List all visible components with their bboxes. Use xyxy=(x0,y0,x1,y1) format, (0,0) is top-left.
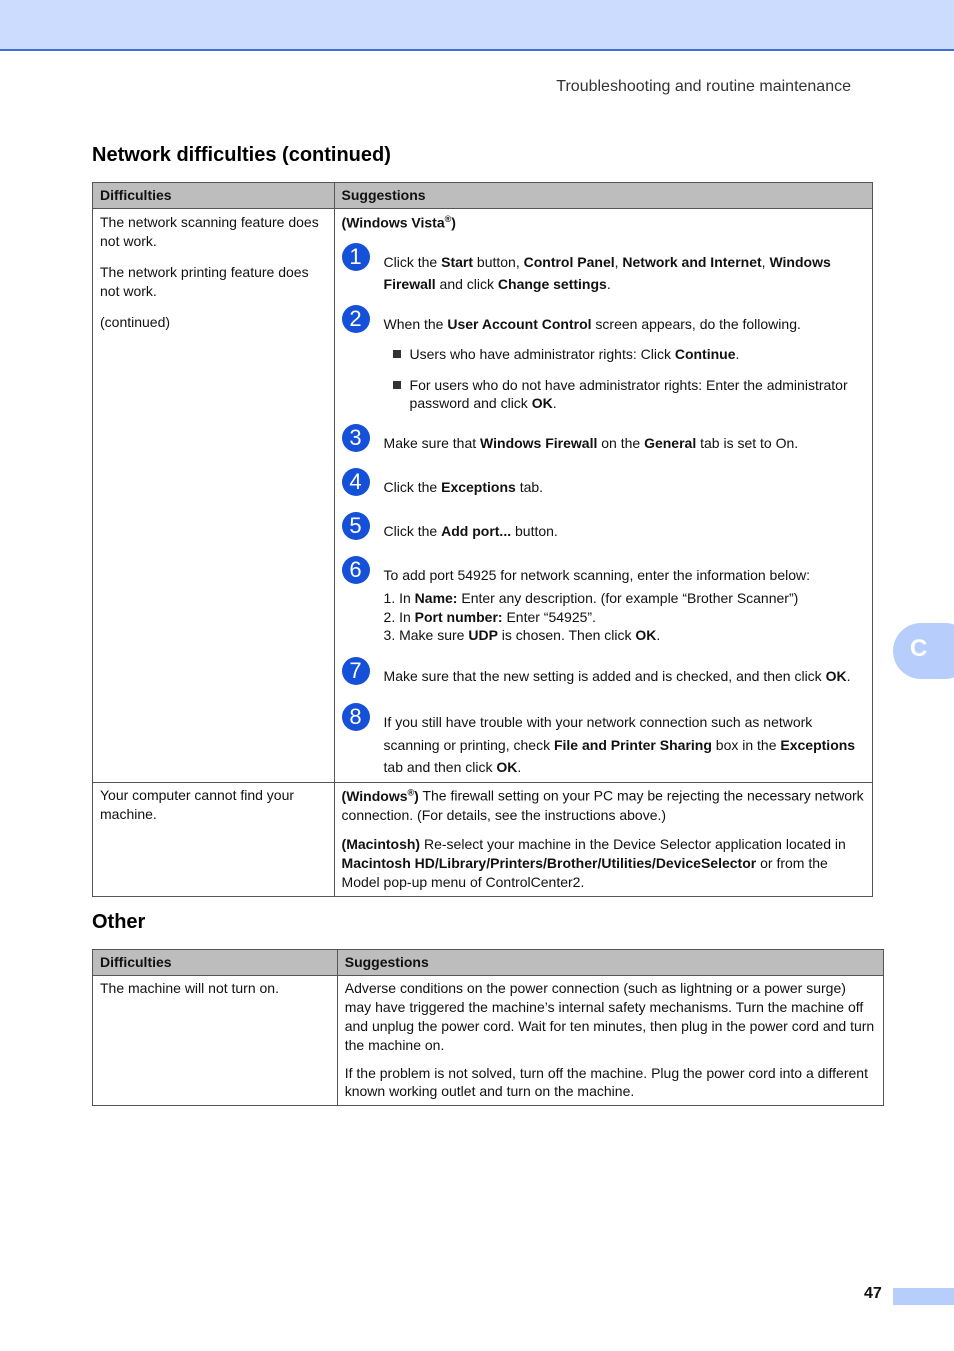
step-number-icon: 6 xyxy=(342,556,370,584)
step-text: Make sure that Windows Firewall on the General tab is set to On. xyxy=(383,435,799,452)
step-text: Click the Start button, Control Panel, Network and Internet, Windows Firewall and click Change settings. xyxy=(383,253,831,292)
step-2 xyxy=(342,306,865,412)
step-6 xyxy=(342,557,865,645)
list-item: 2. In Port number: Enter “54925”. xyxy=(383,608,596,625)
port-substeps xyxy=(384,589,865,646)
step-text: Make sure that the new setting is added and is checked, and then click OK. xyxy=(383,668,851,685)
step-3 xyxy=(342,425,865,458)
suggestion-cell xyxy=(334,783,872,896)
square-bullet-icon xyxy=(393,381,401,389)
step-number-icon: 4 xyxy=(342,468,370,496)
difficulty-cell xyxy=(93,976,338,1106)
suggestion-text: Adverse conditions on the power connection (such as lightning or a power surge) may have triggered the machine’s internal safety mechanisms. Turn the machine off and unplug the power cord. Wait for ten minutes, then plug in the power cord and turn the machine on. xyxy=(344,980,875,1053)
col-header-suggestions: Suggestions xyxy=(337,950,883,976)
step-number-icon: 3 xyxy=(342,424,370,452)
running-header: Troubleshooting and routine maintenance xyxy=(556,78,851,95)
page-number: 47 xyxy=(864,1285,882,1302)
continued-note: (continued) xyxy=(100,313,171,330)
suggestion-cell xyxy=(334,209,872,783)
other-difficulties-table xyxy=(92,949,884,1106)
table-row xyxy=(93,976,884,1106)
step-8 xyxy=(342,704,865,778)
top-banner xyxy=(0,0,954,51)
section-title-network: Network difficulties (continued) xyxy=(92,144,391,166)
step-5 xyxy=(342,513,865,546)
table-row xyxy=(93,209,873,783)
chapter-tab xyxy=(893,623,954,679)
os-label-windows-vista: (Windows Vista®) xyxy=(341,214,456,231)
col-header-suggestions: Suggestions xyxy=(334,183,872,209)
table-header-row xyxy=(93,950,884,976)
step-text: Click the Add port... button. xyxy=(383,523,558,540)
list-item: For users who do not have administrator rights: Enter the administrator password and click OK. xyxy=(342,377,865,412)
difficulty-text: The network printing feature does not work. xyxy=(100,263,309,299)
step-text: When the User Account Control screen appears, do the following. xyxy=(383,316,801,333)
step-text: If you still have trouble with your network connection such as network scanning or printing, check File and Printer Sharing box in the Exceptions tab and then click OK. xyxy=(383,714,856,776)
table-header-row xyxy=(93,183,873,209)
list-item: Users who have administrator rights: Click Continue. xyxy=(342,346,865,364)
list-item: 3. Make sure UDP is chosen. Then click OK. xyxy=(383,627,661,644)
col-header-difficulties: Difficulties xyxy=(93,950,338,976)
suggestion-text: If the problem is not solved, turn off the machine. Plug the power cord into a different known working outlet and turn on the machine. xyxy=(344,1064,868,1100)
col-header-difficulties: Difficulties xyxy=(93,183,335,209)
step-number-icon: 5 xyxy=(342,512,370,540)
step-number-icon: 8 xyxy=(342,703,370,731)
step-1 xyxy=(342,243,865,296)
bullet-list xyxy=(342,346,865,413)
difficulty-cell xyxy=(93,783,335,896)
list-item: 1. In Name: Enter any description. (for example “Brother Scanner”) xyxy=(383,589,799,606)
step-4 xyxy=(342,469,865,502)
suggestion-cell xyxy=(337,976,883,1106)
step-number-icon: 1 xyxy=(342,243,370,271)
table-row xyxy=(93,783,873,896)
section-title-other: Other xyxy=(92,911,146,933)
network-difficulties-table xyxy=(92,182,873,897)
windows-suggestion: (Windows®) The firewall setting on your PC may be rejecting the necessary network connection. (For details, see the instructions above.) xyxy=(341,787,864,823)
step-text: Click the Exceptions tab. xyxy=(383,479,544,496)
difficulty-text: The machine will not turn on. xyxy=(100,980,279,996)
macintosh-suggestion: (Macintosh) Re-select your machine in the Device Selector application located in Macintosh HD/Library/Printers/Brother/Utilities/DeviceSelector or from the Model pop-up menu of ControlCenter2. xyxy=(341,835,846,890)
step-7 xyxy=(342,658,865,691)
step-text: To add port 54925 for network scanning, enter the information below: xyxy=(383,567,811,584)
step-number-icon: 7 xyxy=(342,657,370,685)
difficulty-text: The network scanning feature does not work. xyxy=(100,214,319,249)
page-number-bar xyxy=(893,1288,954,1305)
difficulty-text: Your computer cannot find your machine. xyxy=(100,787,295,823)
square-bullet-icon xyxy=(393,350,401,358)
difficulty-cell xyxy=(93,209,335,783)
step-number-icon: 2 xyxy=(342,305,370,333)
chapter-letter: C xyxy=(910,635,928,662)
